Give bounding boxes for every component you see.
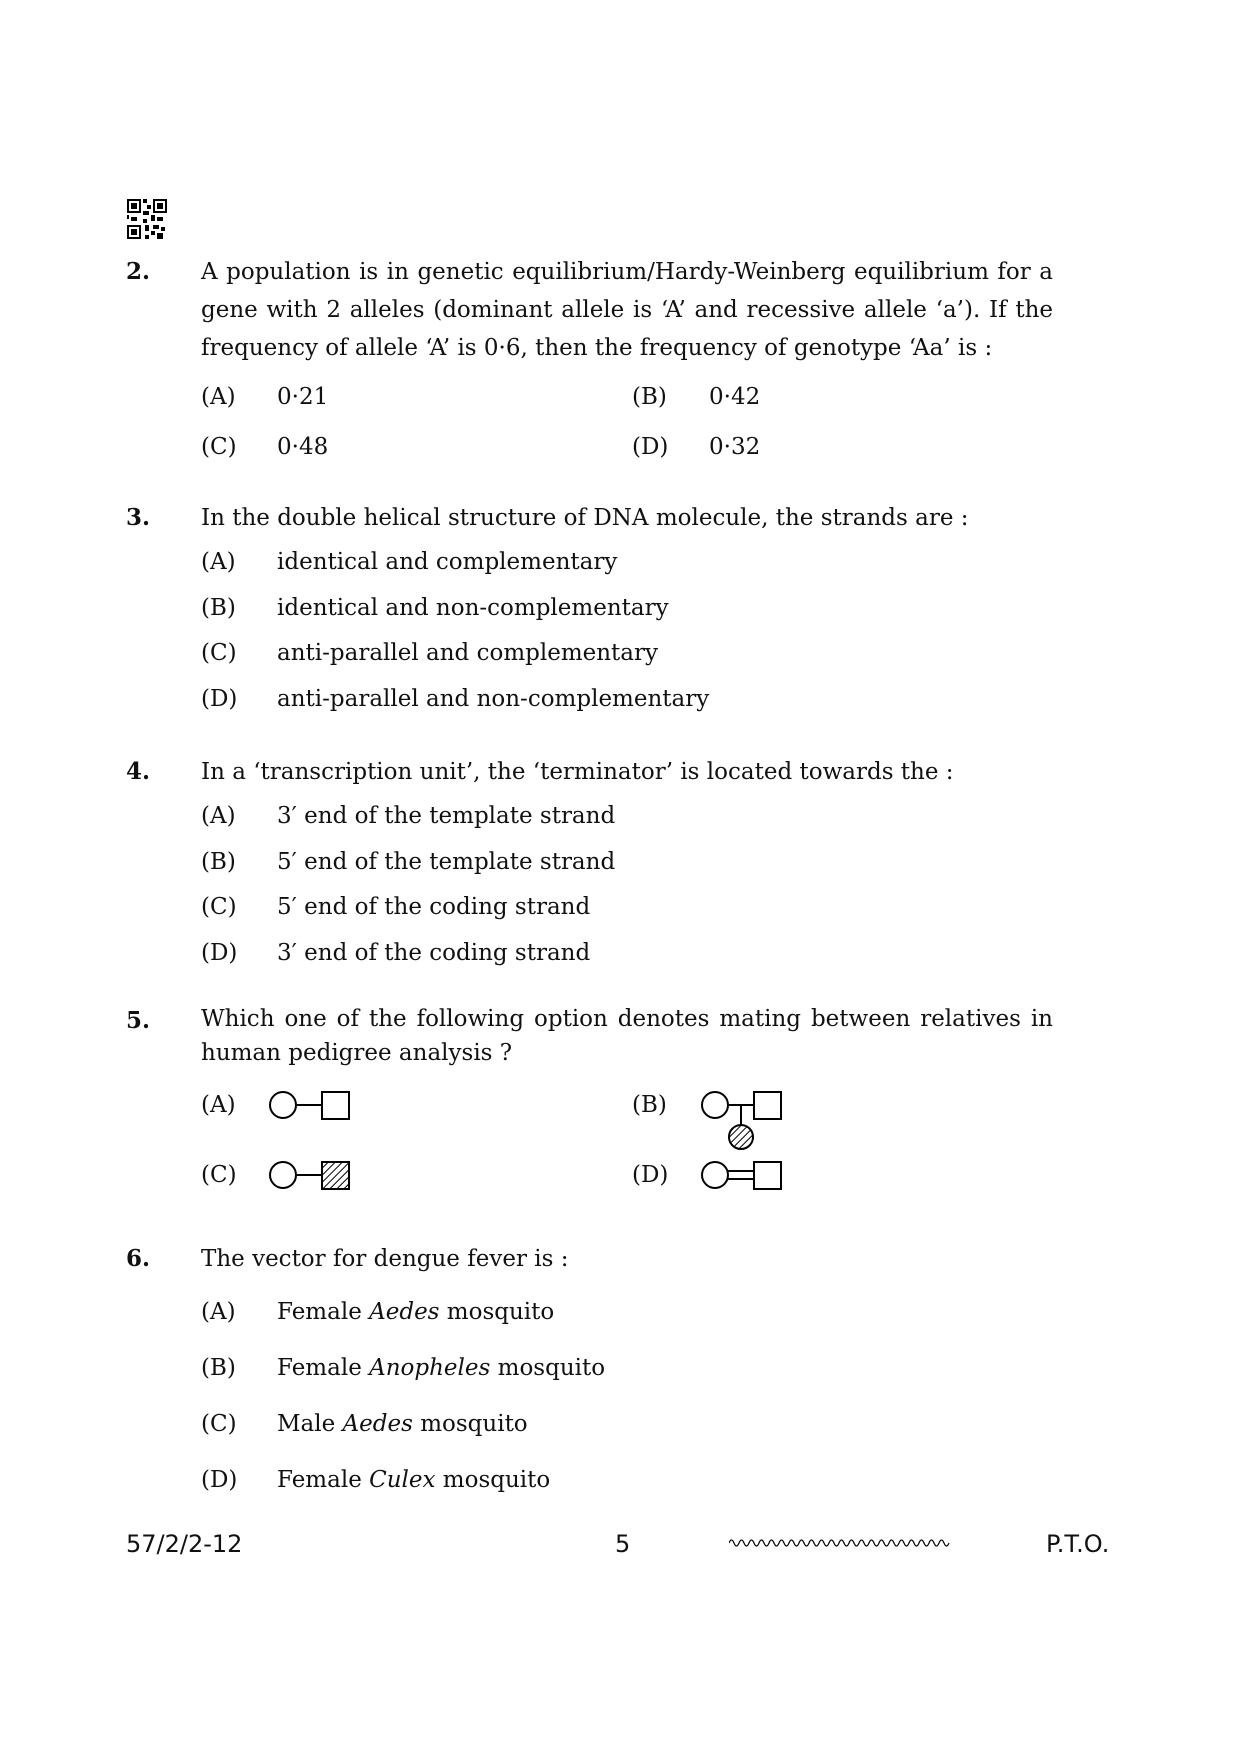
option-label: (B) bbox=[201, 849, 236, 875]
qr-code-icon bbox=[127, 199, 167, 239]
option-label: (D) bbox=[632, 434, 669, 460]
option-label: (C) bbox=[201, 894, 237, 920]
option-label: (D) bbox=[201, 1467, 238, 1493]
option-text: 3′ end of the coding strand bbox=[277, 940, 591, 966]
question-text: In a ‘transcription unit’, the ‘terminator’ is located towards the : bbox=[201, 759, 954, 785]
option-text: anti-parallel and non-complementary bbox=[277, 686, 710, 712]
question-text: A population is in genetic equilibrium/Hardy-Weinberg equilibrium for a gene with 2 alleles (dominant allele is ‘A’ and recessive allele ‘a’). If the frequency of allele ‘A’ is 0·6, then the frequency of genotype ‘Aa’ is : bbox=[201, 259, 1053, 361]
option-label: (B) bbox=[632, 1092, 667, 1118]
pedigree-offspring-shaded-icon bbox=[700, 1088, 790, 1160]
pedigree-circle-square-single-line-icon bbox=[268, 1088, 358, 1122]
option-text: 0·32 bbox=[709, 434, 761, 460]
pto-label: P.T.O. bbox=[1046, 1530, 1110, 1558]
option-label: (A) bbox=[201, 549, 236, 575]
option-label: (C) bbox=[201, 1411, 237, 1437]
option-text: identical and complementary bbox=[277, 549, 618, 575]
option-text: 0·42 bbox=[709, 384, 761, 410]
pedigree-circle-square-double-line-icon bbox=[700, 1158, 790, 1192]
question-number: 3. bbox=[126, 504, 151, 531]
option-label: (A) bbox=[201, 1092, 236, 1118]
option-label: (B) bbox=[201, 595, 236, 621]
option-label: (D) bbox=[632, 1162, 669, 1188]
question-number: 4. bbox=[126, 758, 151, 785]
option-text: identical and non-complementary bbox=[277, 595, 669, 621]
option-text: Female Culex mosquito bbox=[277, 1467, 551, 1493]
option-text: 5′ end of the template strand bbox=[277, 849, 616, 875]
option-label: (C) bbox=[201, 434, 237, 460]
option-label: (A) bbox=[201, 803, 236, 829]
option-text: 0·21 bbox=[277, 384, 329, 410]
question-text: The vector for dengue fever is : bbox=[201, 1246, 569, 1272]
question-number: 5. bbox=[126, 1007, 151, 1034]
wavy-line-icon bbox=[729, 1537, 951, 1549]
option-text: 3′ end of the template strand bbox=[277, 803, 616, 829]
option-text: 0·48 bbox=[277, 434, 329, 460]
option-text: 5′ end of the coding strand bbox=[277, 894, 591, 920]
option-text: Male Aedes mosquito bbox=[277, 1411, 528, 1437]
option-label: (C) bbox=[201, 1162, 237, 1188]
question-number: 6. bbox=[126, 1245, 151, 1272]
option-label: (D) bbox=[201, 686, 238, 712]
option-label: (B) bbox=[632, 384, 667, 410]
question-text: Which one of the following option denotes mating between relatives in human pedigree analysis ? bbox=[201, 1006, 1053, 1066]
option-label: (C) bbox=[201, 640, 237, 666]
option-text: Female Aedes mosquito bbox=[277, 1299, 555, 1325]
option-label: (D) bbox=[201, 940, 238, 966]
page-number: 5 bbox=[615, 1530, 631, 1558]
question-number: 2. bbox=[126, 258, 151, 285]
option-label: (B) bbox=[201, 1355, 236, 1381]
option-label: (A) bbox=[201, 1299, 236, 1325]
option-text: Female Anopheles mosquito bbox=[277, 1355, 606, 1381]
option-text: anti-parallel and complementary bbox=[277, 640, 658, 666]
option-label: (A) bbox=[201, 384, 236, 410]
question-text: In the double helical structure of DNA molecule, the strands are : bbox=[201, 505, 969, 531]
pedigree-circle-shaded-square-icon bbox=[268, 1158, 358, 1192]
paper-code: 57/2/2-12 bbox=[126, 1530, 243, 1558]
